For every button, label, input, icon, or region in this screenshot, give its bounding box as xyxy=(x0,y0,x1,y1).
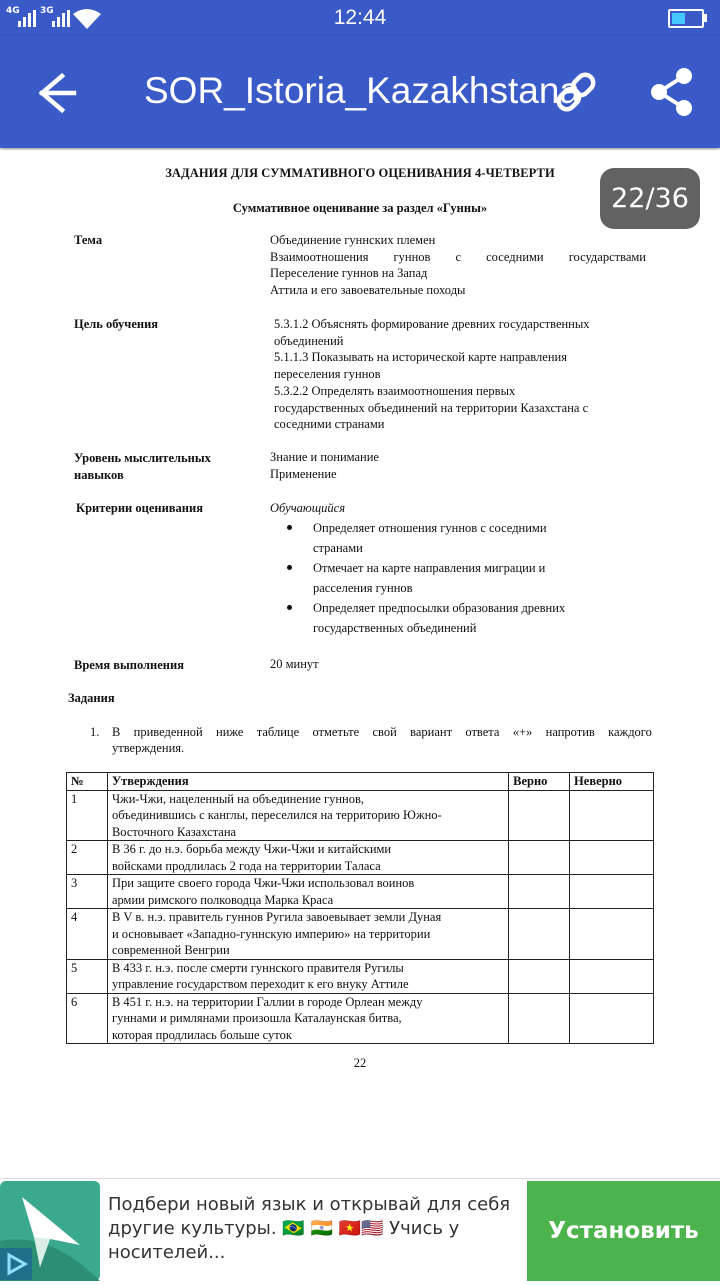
link-icon xyxy=(552,68,600,116)
row-number: 6 xyxy=(67,993,108,1044)
task-line: утверждения. xyxy=(112,741,185,755)
goal-line: объединений xyxy=(274,333,344,348)
skills-label xyxy=(74,450,211,483)
statement-line: Восточного Казахстана xyxy=(111,824,237,839)
task-line xyxy=(112,724,652,740)
topic-line: Аттила и его завоевательные походы xyxy=(270,283,466,298)
skills-value xyxy=(270,449,379,482)
row-number: 3 xyxy=(67,875,108,909)
statement-line: и основывает «Западно-гуннскую империю» на территории xyxy=(111,926,431,941)
arrow-left-icon xyxy=(24,68,88,118)
status-bar xyxy=(0,0,720,36)
battery-level xyxy=(672,13,685,24)
word: напротив xyxy=(545,725,595,739)
time-value: 20 минут xyxy=(270,657,319,671)
bullet xyxy=(287,605,292,610)
criteria-item xyxy=(313,558,565,598)
ad-text[interactable] xyxy=(108,1193,518,1265)
false-cell xyxy=(570,841,654,875)
goal-line: соседними странами xyxy=(274,417,385,432)
page-indicator: 22/36 xyxy=(600,168,700,229)
false-cell xyxy=(570,790,654,841)
document-page[interactable] xyxy=(0,150,720,1178)
row-statement xyxy=(107,875,508,909)
tasks-label: Задания xyxy=(68,691,115,705)
word: гуннов xyxy=(393,249,431,264)
ad-choices-badge[interactable] xyxy=(0,1248,32,1280)
true-cell xyxy=(509,993,570,1044)
install-button[interactable]: Установить xyxy=(527,1181,720,1281)
table-row xyxy=(67,841,654,875)
ad-text-line: носителей... xyxy=(108,1242,226,1263)
statement-line: В 451 г. н.э. на территории Галлии в городе Орлеан между xyxy=(111,994,423,1009)
statement-line: управление государством переходит к его внуку Аттиле xyxy=(111,977,409,991)
copy-link-button[interactable] xyxy=(552,68,600,116)
row-statement xyxy=(107,790,508,841)
share-icon xyxy=(648,66,696,118)
row-number: 2 xyxy=(67,841,108,875)
table-row xyxy=(67,959,654,993)
criteria-line: Определяет отношения гуннов с соседними xyxy=(313,521,547,535)
criteria-line: странами xyxy=(313,541,363,555)
topic-line xyxy=(270,249,646,266)
statement-line: гуннами и римлянами произошла Каталаунская битва, xyxy=(111,1011,402,1025)
battery-tip xyxy=(704,14,707,22)
header-number: № xyxy=(67,773,108,791)
clock: 12:44 xyxy=(333,6,387,29)
word: В xyxy=(112,725,121,739)
skills-line: Знание и понимание xyxy=(270,450,379,464)
topic-line: Объединение гуннских племен xyxy=(270,233,436,247)
criteria-line: Отмечает на карте направления миграции и xyxy=(313,561,546,575)
word: таблице xyxy=(256,725,300,739)
word: государствами xyxy=(568,249,646,264)
word: с xyxy=(455,249,462,264)
criteria-list xyxy=(313,518,565,638)
network-type-1: 4G xyxy=(6,6,20,16)
true-cell xyxy=(509,841,570,875)
word: свой xyxy=(372,725,397,739)
true-cell xyxy=(509,875,570,909)
criteria-item xyxy=(313,518,565,558)
row-statement xyxy=(107,993,508,1044)
table-row xyxy=(67,875,654,909)
row-statement xyxy=(107,909,508,960)
task-number: 1. xyxy=(90,725,100,739)
statement-line: В 433 г. н.э. после смерти гуннского правителя Ругилы xyxy=(111,960,404,975)
statement-line: В 36 г. до н.э. борьба между Чжи-Чжи и китайскими xyxy=(111,842,392,856)
skills-label-line: Уровень мыслительных xyxy=(74,451,211,465)
goal-line: 5.3.1.2 Объяснять формирование древних государственных xyxy=(274,317,590,331)
goal-line: переселения гуннов xyxy=(274,367,381,382)
doc-heading: ЗАДАНИЯ ДЛЯ СУММАТИВНОГО ОЦЕНИВАНИЯ 4-ЧЕТВЕРТИ xyxy=(165,166,555,180)
word: ниже xyxy=(216,725,244,739)
row-number: 1 xyxy=(67,790,108,841)
word: каждого xyxy=(608,725,652,739)
skills-label-line: навыков xyxy=(74,467,124,482)
battery-icon xyxy=(668,9,704,28)
table-row xyxy=(67,993,654,1044)
goal-label: Цель обучения xyxy=(74,317,159,331)
word: вариант xyxy=(410,725,453,739)
ad-text-line: Подбери новый язык и открывай для себя xyxy=(108,1194,511,1215)
word: отметьте xyxy=(312,725,360,739)
ad-banner[interactable] xyxy=(0,1178,720,1280)
false-cell xyxy=(570,875,654,909)
row-number: 4 xyxy=(67,909,108,960)
topic-line: Переселение гуннов на Запад xyxy=(270,266,428,281)
back-button[interactable] xyxy=(24,68,88,118)
criteria-intro: Обучающийся xyxy=(270,501,346,515)
word: «+» xyxy=(512,725,533,739)
criteria-line: расселения гуннов xyxy=(313,581,413,595)
topic-label: Тема xyxy=(74,233,103,247)
row-number: 5 xyxy=(67,959,108,993)
goal-value xyxy=(274,316,650,433)
true-cell xyxy=(509,790,570,841)
ad-choices-icon xyxy=(0,1248,32,1280)
row-statement xyxy=(107,959,508,993)
false-cell xyxy=(570,909,654,960)
statement-line: объединившись с канглы, переселился на территорию Южно- xyxy=(111,808,442,822)
app-bar xyxy=(0,36,720,148)
statement-line: армии римского полководца Марка Краса xyxy=(111,892,334,907)
doc-subheading: Суммативное оценивание за раздел «Гунны» xyxy=(232,201,488,215)
row-statement xyxy=(107,841,508,875)
criteria-line: государственных объединений xyxy=(313,621,477,635)
criteria-line: Определяет предпосылки образования древних xyxy=(313,601,566,615)
false-cell xyxy=(570,993,654,1044)
header-statement: Утверждения xyxy=(107,773,508,791)
page-number: 22 xyxy=(353,1056,367,1070)
word: ответа xyxy=(465,725,500,739)
statement-line: Чжи-Чжи, нацеленный на объединение гуннов, xyxy=(111,791,364,806)
word: Взаимоотношения xyxy=(270,249,369,264)
document-title: SOR_Istoria_Kazakhstana xyxy=(144,70,581,111)
true-cell xyxy=(509,959,570,993)
word: приведенной xyxy=(133,725,203,739)
ad-text-line: другие культуры. 🇧🇷 🇮🇳 🇻🇳🇺🇸 Учись у xyxy=(108,1218,460,1239)
bullet xyxy=(287,525,292,530)
task-instruction xyxy=(90,724,652,756)
header-false: Неверно xyxy=(570,773,654,791)
statements-table xyxy=(66,772,654,1044)
false-cell xyxy=(570,959,654,993)
statement-line: войсками продлилась 2 года на территории Таласа xyxy=(111,858,381,873)
time-label: Время выполнения xyxy=(74,658,184,672)
table-row xyxy=(67,909,654,960)
statement-line: В V в. н.э. правитель гуннов Ругила завоевывает земли Дуная xyxy=(111,910,442,924)
skills-line: Применение xyxy=(270,466,337,481)
table-row xyxy=(67,790,654,841)
criteria-label: Критерии оценивания xyxy=(76,501,203,515)
header-true: Верно xyxy=(509,773,570,791)
statement-line: которая продлилась больше суток xyxy=(111,1027,292,1042)
word: соседними xyxy=(486,249,544,264)
goal-line: 5.3.2.2 Определять взаимоотношения первых xyxy=(274,383,516,398)
statement-line: современной Венгрии xyxy=(111,943,230,957)
true-cell xyxy=(509,909,570,960)
table-header-row xyxy=(67,773,654,791)
network-type-2: 3G xyxy=(40,6,54,16)
criteria-item xyxy=(313,598,565,638)
goal-line: государственных объединений на территории Казахстана с xyxy=(274,400,589,415)
share-button[interactable] xyxy=(648,66,696,118)
statement-line: При защите своего города Чжи-Чжи использовал воинов xyxy=(111,876,415,890)
goal-line: 5.1.1.3 Показывать на исторической карте направления xyxy=(274,350,567,365)
bullet xyxy=(287,565,292,570)
topic-value xyxy=(270,232,646,299)
